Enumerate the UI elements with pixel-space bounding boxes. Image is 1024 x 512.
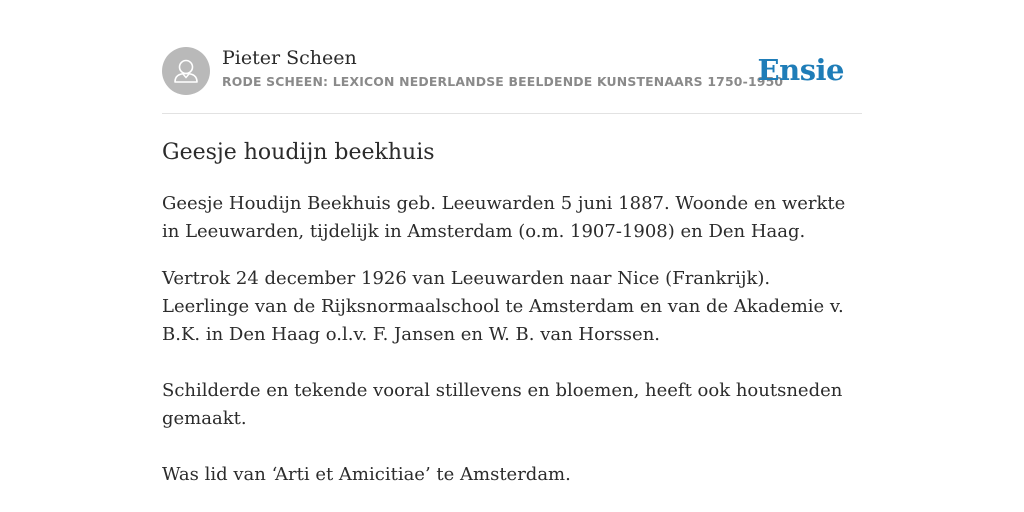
entry-card (162, 0, 862, 512)
paragraph: Geesje Houdijn Beekhuis geb. Leeuwarden 5 juni 1887. Woonde en werkte in Leeuwarden, tijdelijk in Amsterdam (o.m. 1907-1908) en Den Haag. (162, 193, 846, 242)
entry-header (162, 46, 862, 98)
paragraph: Vertrok 24 december 1926 van Leeuwarden naar Nice (Frankrijk). Leerlinge van de Rijksnormaalschool te Amsterdam en van de Akademie v. B.K. in Den Haag o.l.v. F. Jansen en W. B. van Horssen. (162, 268, 844, 345)
brand-logo[interactable]: Ensie (757, 53, 844, 87)
user-icon (162, 47, 210, 95)
author-avatar[interactable] (162, 47, 210, 95)
entry-body (162, 190, 862, 508)
source-title[interactable]: RODE SCHEEN: LEXICON NEDERLANDSE BEELDENDE KUNSTENAARS 1750-1950 (222, 74, 784, 89)
entry-title: Geesje houdijn beekhuis (162, 140, 435, 165)
paragraph: Was lid van ‘Arti et Amicitiae’ te Amsterdam. (162, 464, 571, 485)
paragraph: Schilderde en tekende vooral stillevens en bloemen, heeft ook houtsneden gemaakt. (162, 380, 843, 429)
author-name[interactable]: Pieter Scheen (222, 47, 357, 69)
divider (162, 113, 862, 114)
